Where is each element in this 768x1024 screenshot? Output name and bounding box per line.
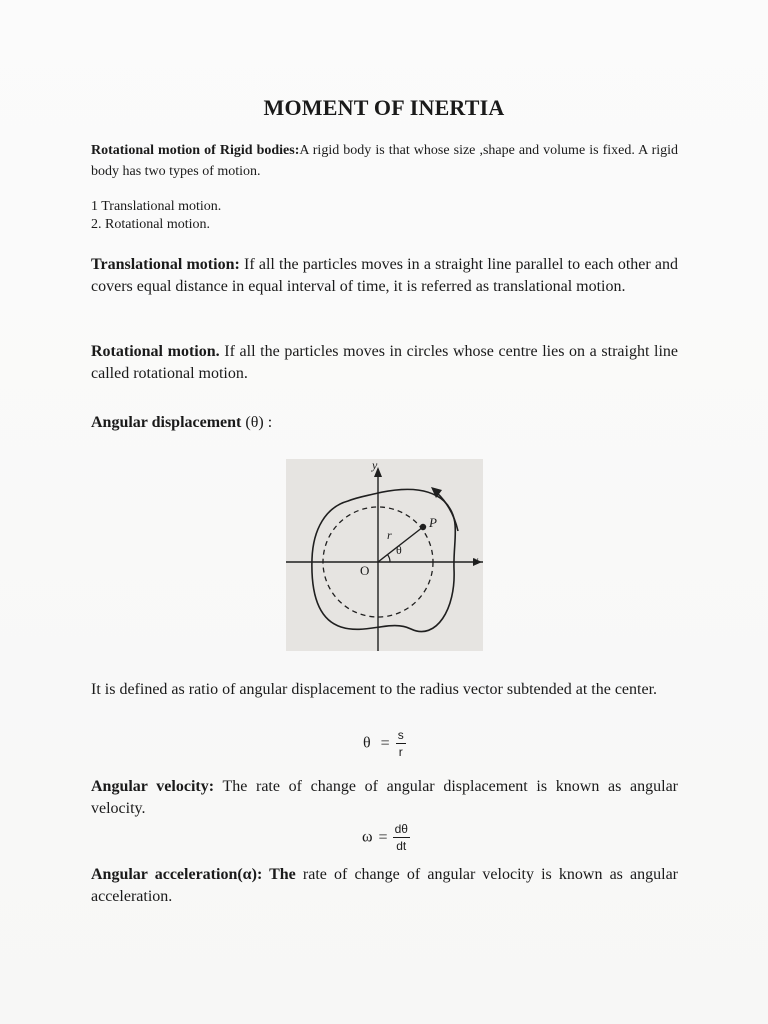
translational-heading: Translational motion:	[91, 256, 240, 273]
x-axis-label: x	[473, 553, 479, 567]
translational-paragraph	[91, 254, 678, 298]
rigid-bodies-heading: Rotational motion of Rigid bodies:	[91, 143, 300, 158]
theta-denominator: r	[396, 743, 406, 759]
rigid-bodies-text: A rigid body is that whose size ,shape and volume is fixed. A rigid body has two types of motion.	[91, 143, 679, 179]
page-title: MOMENT OF INERTIA	[263, 95, 505, 120]
angular-velocity-heading: Angular velocity:	[91, 778, 215, 795]
theta-equals: =	[380, 734, 390, 752]
angular-acceleration-heading: Angular acceleration(α): The	[91, 866, 296, 883]
theta-lhs: θ	[363, 734, 371, 752]
angle-arc	[388, 555, 391, 562]
angular-displacement-heading: Angular displacement	[91, 414, 242, 431]
rigid-bodies-paragraph	[91, 140, 678, 182]
angular-displacement-symbol: (θ) :	[241, 414, 273, 431]
list-item: 2. Rotational motion.	[91, 217, 210, 232]
point-p-dot	[420, 524, 426, 530]
omega-lhs: ω	[362, 828, 373, 846]
rotational-text: If all the particles moves in circles whose centre lies on a straight line called rotational motion.	[91, 343, 678, 382]
omega-fraction	[393, 822, 410, 853]
angular-acceleration-text: rate of change of angular velocity is known as angular acceleration.	[91, 866, 679, 905]
translational-text: If all the particles moves in a straight line parallel to each other and covers equal distance in equal interval of time, it is referred as translational motion.	[91, 256, 679, 295]
omega-equals: =	[378, 828, 388, 846]
rotational-heading: Rotational motion.	[91, 343, 220, 360]
rotational-paragraph	[91, 341, 678, 385]
angular-displacement-figure	[286, 459, 483, 651]
theta-formula	[363, 728, 406, 759]
definition-paragraph: It is defined as ratio of angular displacement to the radius vector subtended at the center.	[91, 681, 658, 698]
point-label: P	[429, 515, 437, 530]
angle-label: θ	[396, 543, 402, 557]
rigid-body-outline	[312, 489, 455, 631]
omega-formula	[362, 822, 410, 853]
angular-displacement-heading-line	[91, 412, 678, 434]
omega-denominator: dt	[393, 837, 410, 853]
theta-fraction	[396, 728, 406, 759]
radius-label: r	[387, 528, 392, 542]
omega-numerator: dθ	[394, 822, 408, 836]
motion-types-list	[91, 198, 221, 234]
angular-velocity-paragraph	[91, 776, 678, 820]
angular-velocity-text: The rate of change of angular displacement is known as angular velocity.	[91, 778, 678, 817]
list-item: 1 Translational motion.	[91, 199, 222, 214]
angular-acceleration-paragraph	[91, 864, 678, 908]
y-axis-label: y	[372, 459, 378, 472]
origin-label: O	[360, 563, 370, 578]
theta-numerator: s	[397, 728, 404, 742]
